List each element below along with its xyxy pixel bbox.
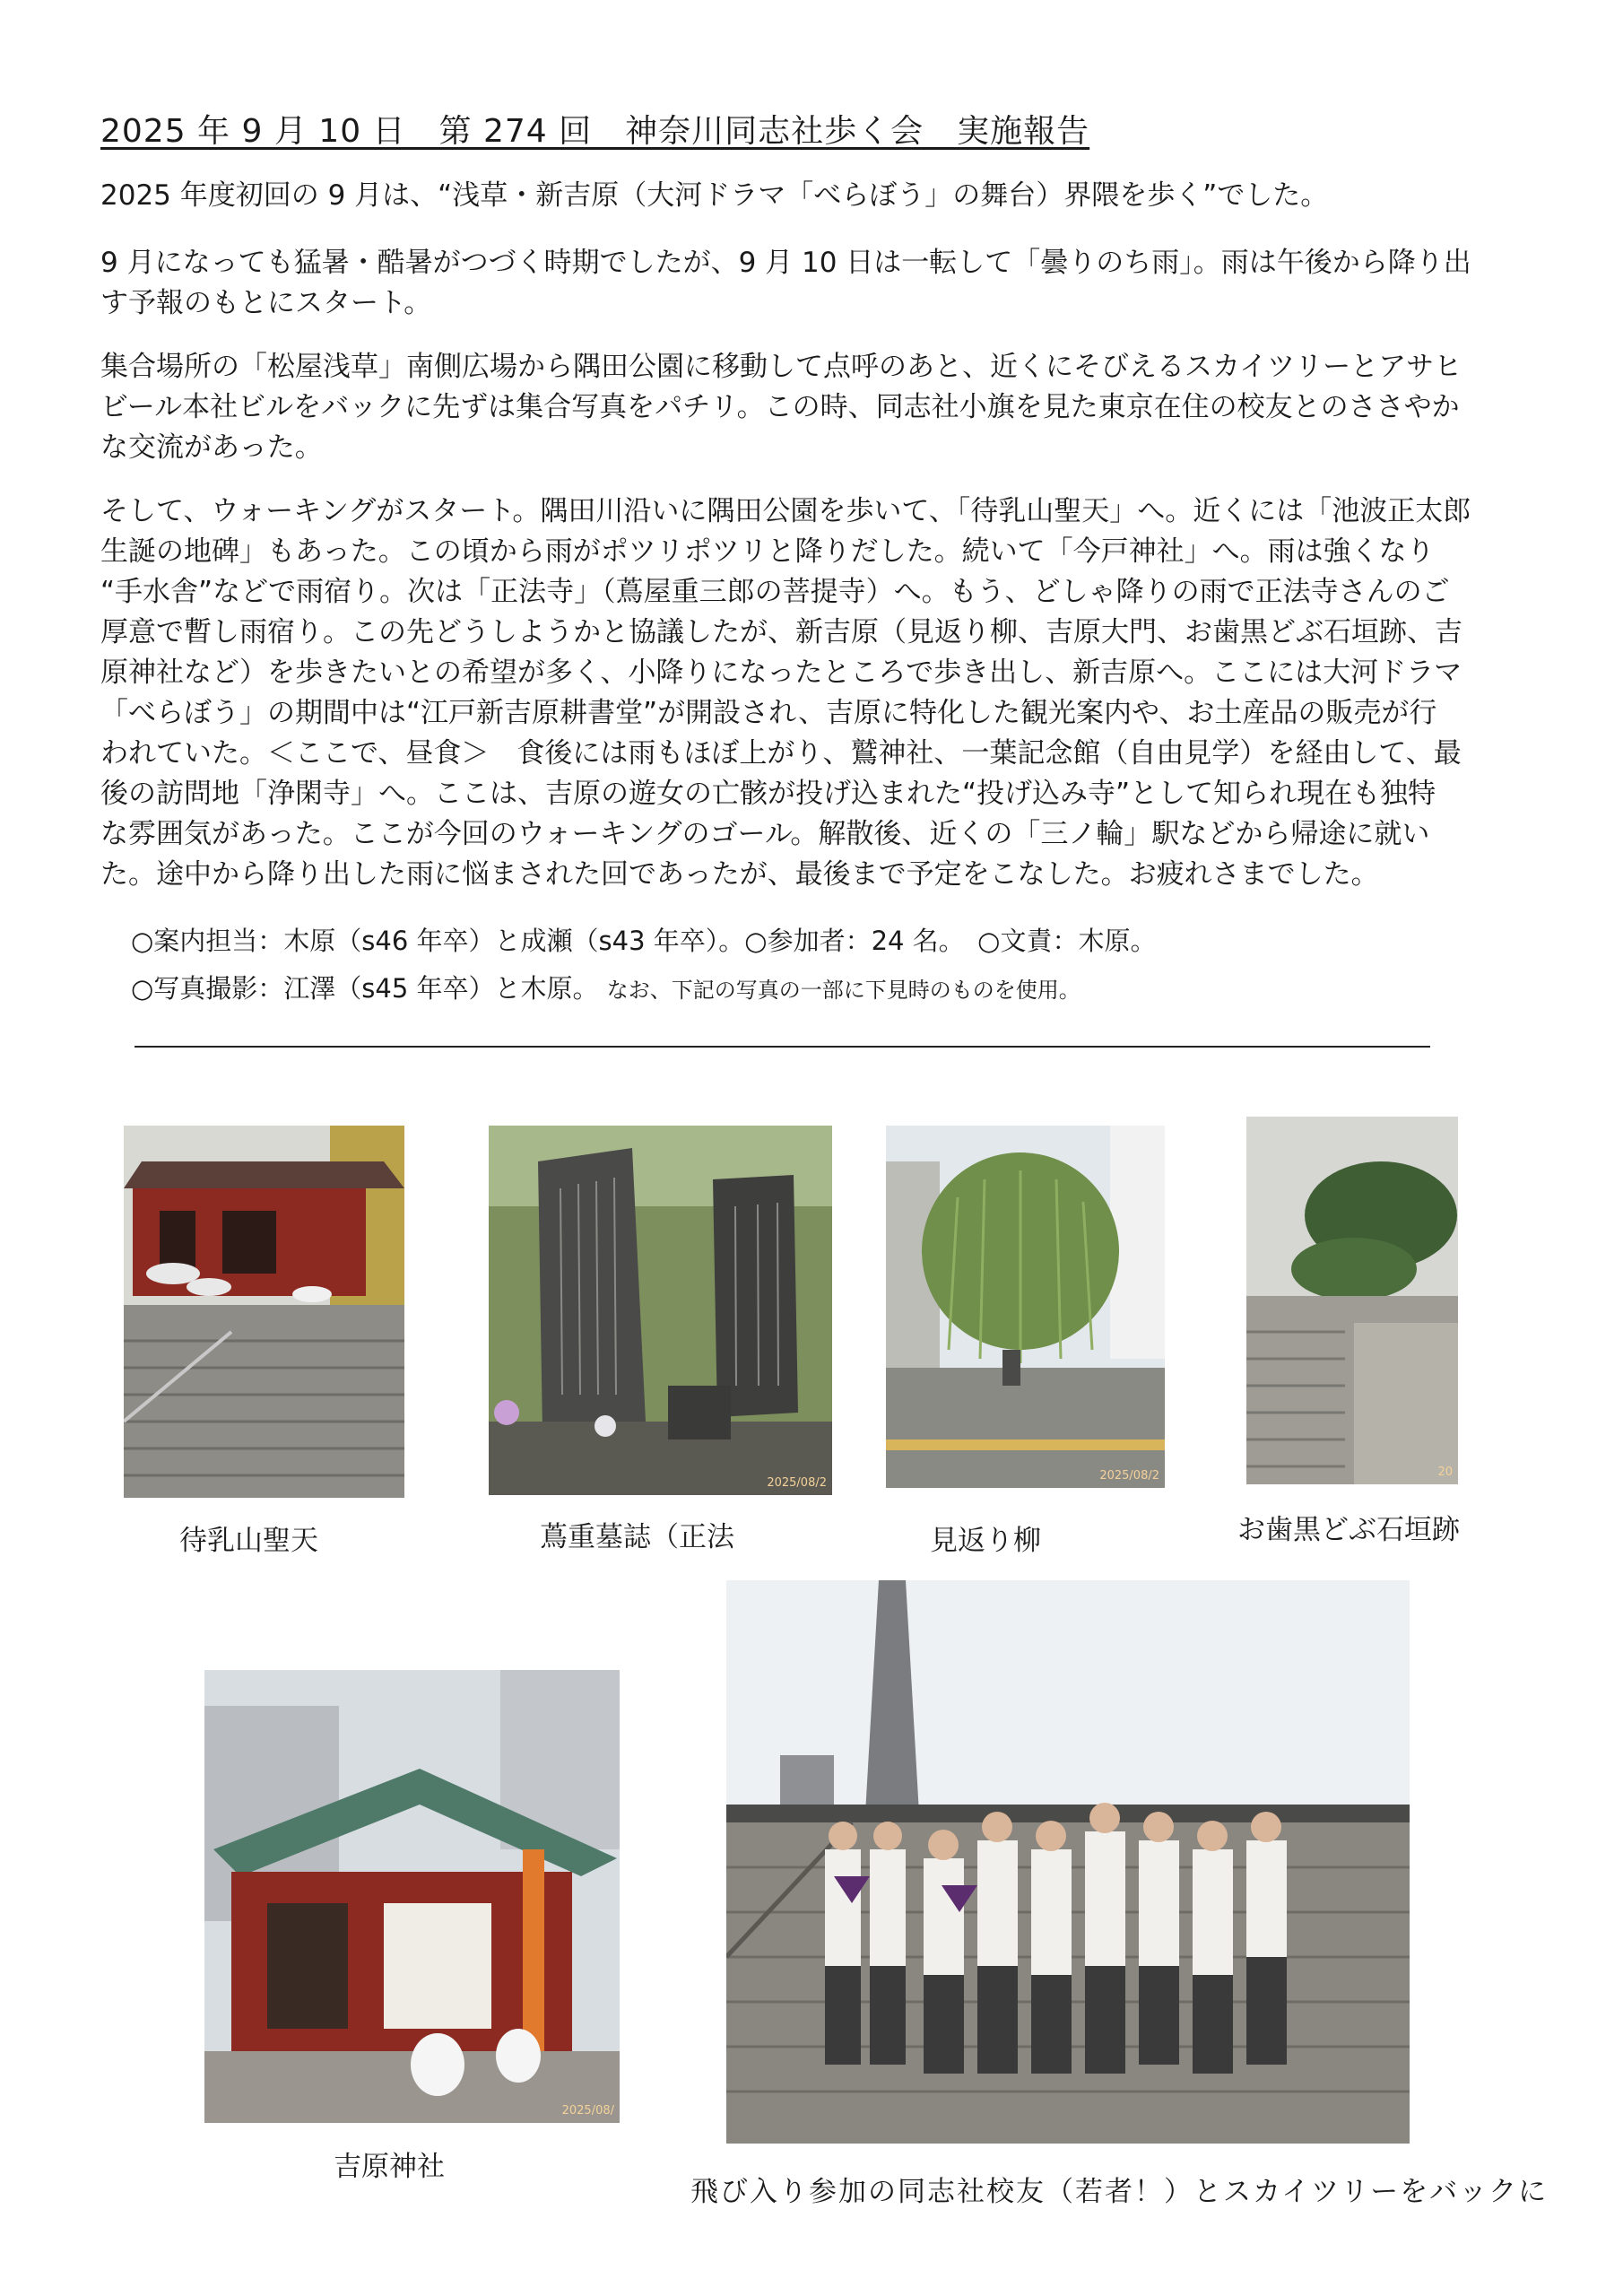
caption-mikaeri-yanagi: 見返り柳	[930, 1525, 1041, 1557]
walk-line-5: 原神社など）を歩きたいとの希望が多く、小降りになったところで歩き出し、新吉原へ。ここには大河ドラマ	[100, 657, 1462, 689]
credits-line-1: ○案内担当：木原（s46 年卒）と成瀬（s43 年卒）。○参加者：24 名。 ○文責：木原。	[131, 926, 1157, 956]
gathering-line-2: ビール本社ビルをバックに先ずは集合写真をパチリ。この時、同志社小旗を見た東京在住の校友とのささやか	[100, 391, 1460, 423]
photo-yoshiwara-shrine	[204, 1670, 620, 2123]
photo-mikaeri-yanagi	[886, 1126, 1165, 1488]
report-title: 2025 年 9 月 10 日 第 274 回 神奈川同志社歩く会 実施報告	[100, 113, 1090, 150]
photo-ohaguro-dobu-wall	[1246, 1117, 1458, 1484]
credits-line-2	[131, 969, 1081, 1005]
walk-line-10: た。途中から降り出した雨に悩まされた回であったが、最後まで予定をこなした。お疲れさまでした。	[100, 858, 1379, 891]
photo-matsuchiyama-shoden	[124, 1126, 404, 1498]
walk-line-2: 生誕の地碑」もあった。この頃から雨がポツリポツリと降りだした。続いて「今戸神社」へ。雨は強くなり	[100, 535, 1435, 568]
weather-line-2: す予報のもとにスタート。	[100, 287, 432, 319]
caption-yoshiwara-shrine: 吉原神社	[334, 2151, 445, 2183]
caption-tsutaju-epitaph: 蔦重墓誌（正法	[540, 1521, 734, 1553]
photo-tsutaju-epitaph	[489, 1126, 832, 1495]
weather-line-1: 9 月になっても猛暑・酷暑がつづく時期でしたが、9 月 10 日は一転して「曇りのち雨」。雨は午後から降り出	[100, 247, 1471, 279]
walk-line-7: われていた。＜ここで、昼食＞ 食後には雨もほぼ上がり、鷲神社、一葉記念館（自由見学）を経由して、最	[100, 737, 1462, 770]
gathering-line-3: な交流があった。	[100, 431, 323, 464]
gathering-line-1: 集合場所の「松屋浅草」南側広場から隅田公園に移動して点呼のあと、近くにそびえるスカイツリーとアサヒ	[100, 351, 1462, 383]
caption-group-skytree: 飛び入り参加の同志社校友（若者！）とスカイツリーをバックに	[690, 2176, 1549, 2208]
photo-date-stamp: 2025/08/	[561, 2104, 614, 2118]
photo-date-stamp: 20	[1437, 1465, 1453, 1479]
credits-photographers: ○写真撮影：江澤（s45 年卒）と木原。	[131, 973, 599, 1004]
walk-line-6: 「べらぼう」の期間中は“江戸新吉原耕書堂”が開設され、吉原に特化した観光案内や、お土産品の販売が行	[100, 697, 1437, 729]
photo-date-stamp: 2025/08/2	[1099, 1469, 1159, 1483]
section-divider	[135, 1046, 1430, 1048]
caption-matsuchiyama-shoden: 待乳山聖天	[179, 1525, 318, 1557]
walk-line-9: な雰囲気があった。ここが今回のウォーキングのゴール。解散後、近くの「三ノ輪」駅などから帰途に就い	[100, 818, 1430, 850]
caption-ohaguro-dobu-wall: お歯黒どぶ石垣跡	[1237, 1514, 1460, 1546]
photo-group-skytree	[726, 1580, 1410, 2144]
walk-line-3: “手水舎”などで雨宿り。次は「正法寺」（蔦屋重三郎の菩提寺）へ。もう、どしゃ降りの雨で正法寺さんのご	[100, 576, 1450, 608]
walk-line-1: そして、ウォーキングがスタート。隅田川沿いに隅田公園を歩いて、「待乳山聖天」へ。近くには「池波正太郎	[100, 495, 1471, 527]
credits-photo-remark: なお、下記の写真の一部に下見時のものを使用。	[606, 978, 1081, 1003]
walk-line-8: 後の訪問地「浄閑寺」へ。ここは、吉原の遊女の亡骸が投げ込まれた“投げ込み寺”として知られ現在も独特	[100, 778, 1436, 810]
walk-line-4: 厚意で暫し雨宿り。この先どうしようかと協議したが、新吉原（見返り柳、吉原大門、お歯黒どぶ石垣跡、吉	[100, 616, 1462, 648]
photo-date-stamp: 2025/08/2	[767, 1476, 827, 1490]
intro-paragraph: 2025 年度初回の 9 月は、“浅草・新吉原（大河ドラマ「べらぼう」の舞台）界隈を歩く”でした。	[100, 179, 1329, 212]
